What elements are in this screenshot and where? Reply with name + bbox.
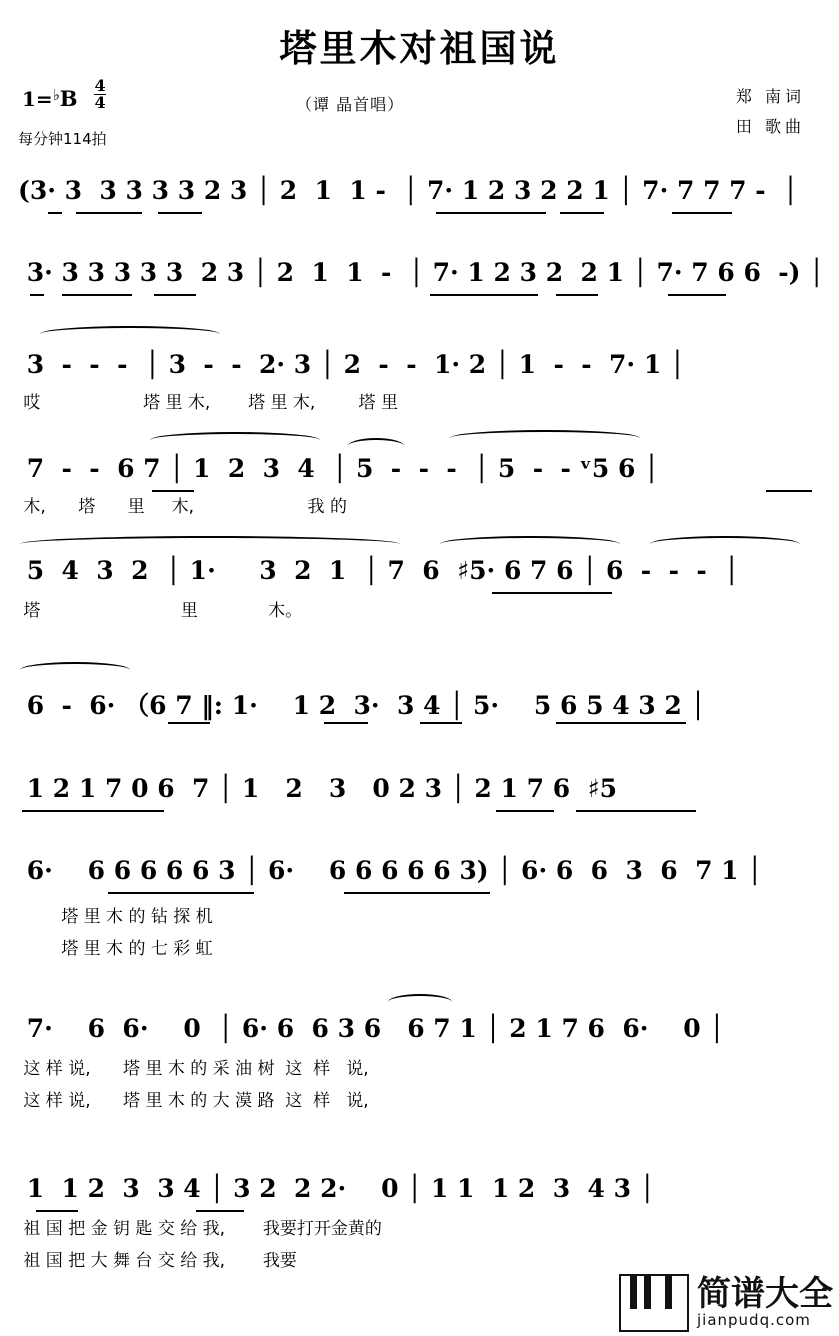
note-line: 3 - - - │ 3 - - 2· 3 │ 2 - - 1· 2 │ 1 - - 7· 1 │ bbox=[18, 350, 685, 379]
flat-icon: ♭ bbox=[52, 86, 60, 104]
lyric-line: 木, 塔 里 木, 我 的 bbox=[18, 497, 347, 517]
note-line: (3· 3 3 3 3 3 2 3 │ 2 1 1 - │ 7· 1 2 3 2 2 1 │ 7· 7 7 7 - │ bbox=[18, 176, 799, 205]
lyric-line: 塔 里 木。 bbox=[18, 601, 303, 621]
watermark-site: jianpudq.com bbox=[697, 1311, 811, 1329]
staff-row bbox=[0, 842, 839, 959]
note-line: 6 - 6· （6 7 ‖: 1· 1 2 3· 3 4 │ 5· 5 6 5 4 3 2 │ bbox=[18, 691, 706, 720]
time-signature-denominator: 4 bbox=[94, 93, 106, 112]
note-line: 1 2 1 7 0 6 7 │ 1 2 3 0 2 3 │ 2 1 7 6 ♯5 bbox=[18, 774, 618, 803]
note-line: 5 4 3 2 │ 1· 3 2 1 │ 7 6 ♯5· 6 7 6 │ 6 - - - │ bbox=[18, 556, 740, 585]
lyric-line-1: 这 样 说, 塔 里 木 的 采 油 树 这 样 说, bbox=[18, 1059, 369, 1079]
key-label: 1= bbox=[22, 87, 53, 111]
lyric-line-1: 塔 里 木 的 钻 探 机 bbox=[18, 907, 213, 927]
key-signature bbox=[22, 78, 106, 111]
note-line: 6· 6 6 6 6 6 3 │ 6· 6 6 6 6 6 3) │ 6· 6 6 3 6 7 1 │ bbox=[18, 856, 763, 885]
staff-row bbox=[0, 540, 839, 628]
tempo-marking: 每分钟114拍 bbox=[18, 130, 107, 148]
lyricist-credit: 郑 南词 bbox=[735, 87, 805, 106]
lyric-line-1: 祖 国 把 金 钥 匙 交 给 我, 我要打开金黄的 bbox=[18, 1219, 382, 1239]
note-line: 3· 3 3 3 3 3 2 3 │ 2 1 1 - │ 7· 1 2 3 2 2 1 │ 7· 7 6 6 -) │ bbox=[18, 258, 825, 287]
composer-credit: 田 歌曲 bbox=[735, 117, 805, 136]
staff-row bbox=[0, 440, 839, 524]
staff-row bbox=[0, 176, 839, 232]
staff-row bbox=[0, 760, 839, 816]
watermark-brand: 简谱大全 bbox=[697, 1274, 833, 1314]
lyric-line: 哎 塔 里 木, 塔 里 木, 塔 里 bbox=[18, 393, 398, 413]
note-line: 7 - - 6 7 │ 1 2 3 4 │ 5 - - - │ 5 - - ᵛ5 6 │ bbox=[18, 454, 660, 483]
staff-row bbox=[0, 258, 839, 314]
credits bbox=[736, 82, 805, 142]
page-title: 塔里木对祖国说 bbox=[279, 27, 560, 70]
staff-row bbox=[0, 672, 839, 728]
note-line: 1 1 2 3 3 4 │ 3 2 2 2· 0 │ 1 1 1 2 3 4 3 │ bbox=[18, 1174, 655, 1203]
piano-keys-icon bbox=[619, 1274, 689, 1332]
note-line: 7· 6 6· 0 │ 6· 6 6 3 6 6 7 1 │ 2 1 7 6 6· 0 │ bbox=[18, 1014, 725, 1043]
singer-credit: （谭 晶首唱） bbox=[296, 95, 405, 114]
lyric-line-2: 这 样 说, 塔 里 木 的 大 漠 路 这 样 说, bbox=[18, 1091, 369, 1111]
key-letter: B bbox=[59, 86, 78, 111]
watermark bbox=[619, 1274, 833, 1332]
time-signature bbox=[94, 78, 105, 111]
lyric-line-2: 塔 里 木 的 七 彩 虹 bbox=[18, 939, 213, 959]
time-signature-numerator: 4 bbox=[94, 76, 106, 95]
staff-row bbox=[0, 1160, 839, 1270]
staff-row bbox=[0, 340, 839, 424]
lyric-line-2: 祖 国 把 大 舞 台 交 给 我, 我要 bbox=[18, 1251, 297, 1271]
staff-row bbox=[0, 1000, 839, 1110]
